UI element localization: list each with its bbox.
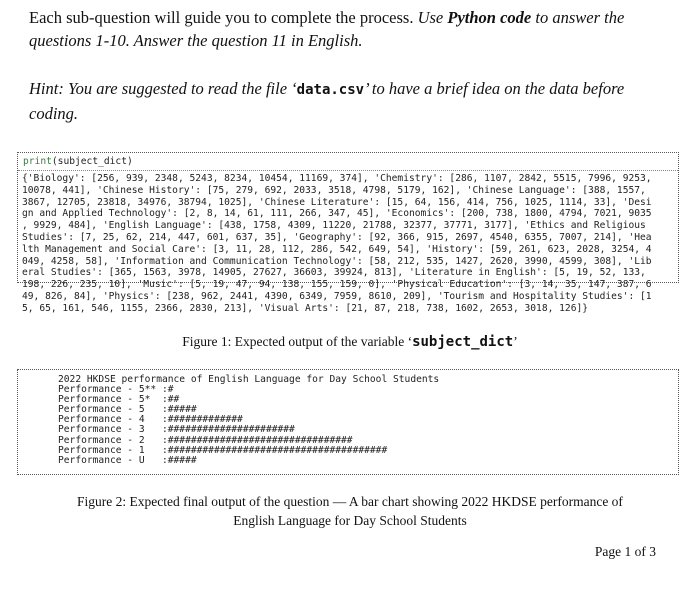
hint-text-a: Hint: You are suggested to read the file ‘ bbox=[29, 79, 297, 98]
code-output-line: 049, 4258, 58], 'Information and Communication Technology': [58, 212, 535, 1427, 2620, 3990, 4599, 308], 'Lib bbox=[22, 255, 652, 267]
code-output-line: {'Biology': [256, 939, 2348, 5243, 8234, 10454, 11169, 374], 'Chemistry': [286, 1107, 2842, 5515, 7996, 9253, bbox=[22, 173, 652, 184]
figure1-caption-text: Figure 1: Expected output of the variable ‘ bbox=[182, 334, 413, 349]
chart-bar: ##### bbox=[167, 454, 197, 466]
text-bar-chart bbox=[17, 369, 679, 475]
instruction-python: Python code bbox=[447, 8, 532, 27]
chart-title: 2022 HKDSE performance of English Language for Day School Students bbox=[58, 374, 440, 385]
code-output-line: 5, 65, 161, 546, 1155, 2366, 2830, 213], 'Visual Arts': [21, 87, 218, 738, 1602, 2653, 3018, 126]} bbox=[22, 302, 589, 314]
code-input-fn: print bbox=[23, 156, 52, 167]
figure2-caption-line2: English Language for Day School Students bbox=[233, 513, 467, 528]
code-output-line: eral Studies': [365, 1563, 3978, 14905, 27627, 36603, 39924, 813], 'Literature in English': [5, 19, 52, 133, bbox=[22, 267, 646, 279]
hint-paragraph bbox=[29, 77, 669, 125]
code-cell-subject-dict bbox=[17, 152, 679, 314]
chart-bar: ## bbox=[167, 394, 180, 406]
figure1-caption-code: subject_dict bbox=[412, 334, 514, 350]
code-output-line: 49, 826, 84], 'Physics': [238, 962, 2441, 4390, 6349, 7959, 8610, 209], 'Tourism and Hospitality Studies': [1 bbox=[22, 290, 652, 302]
chart-bar: ###################################### bbox=[167, 444, 388, 456]
chart-category-label: Performance - 5** : bbox=[58, 384, 168, 396]
instructions bbox=[29, 6, 679, 52]
code-cell-input bbox=[18, 153, 678, 171]
instruction-lead: Each sub-question will guide you to complete the process. bbox=[29, 8, 418, 27]
chart-category-label: Performance - 2 : bbox=[58, 434, 168, 446]
chart-bar: ###################### bbox=[167, 424, 295, 436]
chart-bar: ############# bbox=[167, 414, 243, 426]
chart-category-label: Performance - 3 : bbox=[58, 424, 168, 436]
chart-bar: # bbox=[167, 384, 174, 396]
code-cell-output bbox=[18, 171, 678, 315]
figure1-caption bbox=[0, 332, 700, 352]
chart-bar: ##### bbox=[167, 404, 197, 416]
hint-filename: data.csv bbox=[296, 82, 365, 98]
code-output-line: , 9929, 484], 'English Language': [438, 1758, 4309, 11220, 21788, 32377, 37771, 3177], 'Ethics and Religious bbox=[22, 220, 646, 232]
chart-category-label: Performance - 4 : bbox=[58, 414, 168, 426]
instruction-rest: to answer the questions 1-10. Answer the question 11 in English. bbox=[29, 8, 625, 50]
figure2-caption bbox=[0, 492, 700, 530]
figure2-caption-line1: Figure 2: Expected final output of the question — A bar chart showing 2022 HKDSE performance of bbox=[77, 494, 623, 509]
code-output-line: 3867, 12705, 23818, 34976, 38794, 1025], 'Chinese Literature': [15, 64, 156, 414, 756, 1025, 1114, 33], 'Desi bbox=[22, 196, 652, 208]
chart-category-label: Performance - 5* : bbox=[58, 394, 168, 406]
code-input-args: (subject_dict) bbox=[51, 156, 133, 167]
chart-bar-row bbox=[58, 456, 678, 466]
instruction-use: Use bbox=[417, 8, 448, 27]
page-number: Page 1 of 3 bbox=[594, 544, 656, 559]
code-output-line: Studies': [7, 25, 62, 214, 447, 601, 637, 35], 'Geography': [92, 366, 915, 2697, 4540, 6355, 7007, 214], 'Hea bbox=[22, 231, 652, 243]
chart-category-label: Performance - U : bbox=[58, 454, 168, 466]
code-output-line: lth Management and Social Care': [3, 11, 28, 112, 286, 542, 649, 54], 'History': [59, 261, 623, 2028, 3254, 4 bbox=[22, 243, 652, 255]
code-output-line: gn and Applied Technology': [2, 8, 14, 61, 111, 266, 347, 45], 'Economics': [200, 738, 1800, 4794, 7021, 9035 bbox=[22, 208, 652, 220]
hint-text-b: ’ to have a brief idea on the data before coding. bbox=[29, 79, 625, 123]
code-output-line: 198, 226, 235, 10], 'Music': [5, 19, 47, 94, 138, 155, 159, 0], 'Physical Education': [3, 14, 35, 147, 387, 6 bbox=[22, 279, 652, 291]
chart-category-label: Performance - 1 : bbox=[58, 444, 168, 456]
chart-category-label: Performance - 5 : bbox=[58, 404, 168, 416]
code-output-line: 10078, 441], 'Chinese History': [75, 279, 692, 2033, 3518, 4798, 5179, 162], 'Chinese Language': [388, 1557, bbox=[22, 184, 646, 196]
figure1-caption-end: ’ bbox=[513, 334, 518, 349]
chart-bar: ################################ bbox=[167, 434, 353, 446]
